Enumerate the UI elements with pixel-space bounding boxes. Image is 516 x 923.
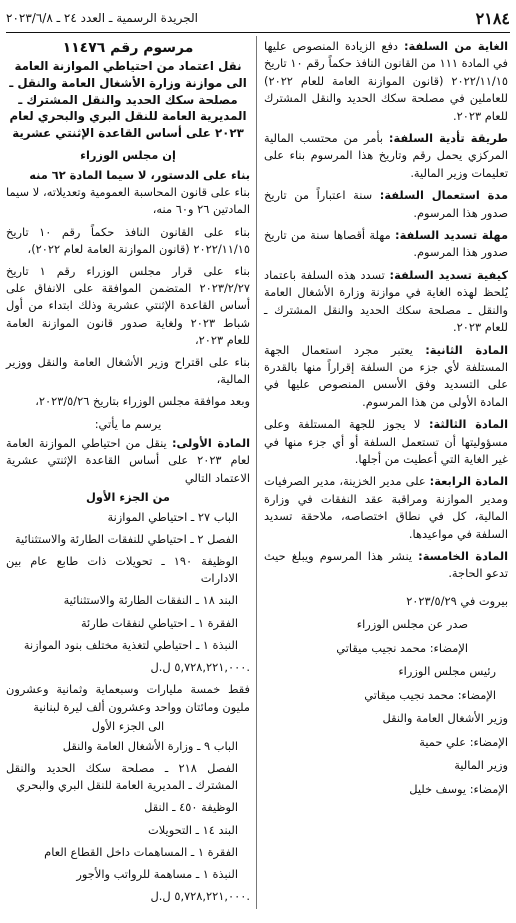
right-column <box>264 38 508 803</box>
article-3-label: المادة الثالثة: <box>428 417 508 432</box>
budget-line: البند ١٤ ـ التحويلات <box>148 822 238 837</box>
amount-1: ٥,٧٢٨,٢٢١,٠٠٠ ل.ل. <box>150 660 250 675</box>
page-number: ٢١٨٤ <box>475 8 510 28</box>
signature-line: صدر عن مجلس الوزراء <box>356 617 468 632</box>
issuer: إن مجلس الوزراء <box>80 148 176 163</box>
place-date: بيروت في ٢٠٢٣/٥/٢٩ <box>406 593 508 608</box>
article-3-text: لا يجوز للجهة المستلفة وعلى مسؤوليتها أن تستعمل السلفة أو أي جزء منها في غير الغاية التي أعطيت من أجلها. <box>264 417 508 466</box>
budget-line: الفصل ٢١٨ ـ مصلحة سكك الحديد والنقل المشترك ـ المديرية العامة للنقل البري والبحري <box>6 760 238 793</box>
header-rule <box>6 32 510 33</box>
usage-period-label: مدة استعمال السلفة: <box>379 188 509 203</box>
budget-line: الفصل ٢ ـ احتياطي للنفقات الطارئة والاستثنائية <box>14 531 238 546</box>
article-3 <box>264 416 508 468</box>
budget-line: النبذة ١ ـ مساهمة للرواتب والأجور <box>76 866 238 881</box>
recital: وبعد موافقة مجلس الوزراء بتاريخ ٢٠٢٣/٥/٢٦، <box>35 394 250 409</box>
method-label: طريقة تأدية السلفة: <box>388 131 509 146</box>
article-4-label: المادة الرابعة: <box>429 474 508 489</box>
article-5 <box>264 548 508 583</box>
usage-period-text: سنة اعتباراً من تاريخ صدور هذا المرسوم. <box>264 188 508 220</box>
amount-words: فقط خمسة مليارات وسبعماية وثمانية وعشرون مليون ومائتان وواحد وعشرون ألف ليرة لبنانية <box>6 682 250 714</box>
recital: بناء على القانون النافذ حكماً رقم ١٠ تاريخ ٢٠٢٢/١١/١٥ (قانون الموازنة العامة لعام ٢٠٢٢)، <box>6 224 250 256</box>
recitals-list <box>6 184 250 410</box>
column-divider <box>256 36 257 909</box>
goal-text: دفع الزيادة المنصوص عليها في المادة ١١١ من القانون النافذ حكماً رقم ١٠ تاريخ ٢٠٢٢/١١/١٥ (قانون الموازنة العامة للعام ٢٠٢٢) للعاملين في مصلحة سكك الحديد والنقل المشترك للعام ٢٠٢٣. <box>264 39 508 123</box>
method-paragraph <box>264 130 508 182</box>
repay-method-paragraph <box>264 267 508 337</box>
signature-line: الإمضاء: يوسف خليل <box>409 781 508 796</box>
amount-2: ٥,٧٢٨,٢٢١,٠٠٠ ل.ل. <box>150 889 250 904</box>
decree-title: مرسوم رقم ١١٤٧٦ <box>62 40 194 56</box>
decree-subject: نقل اعتماد من احتياطي الموازنة العامة الى موازنة وزارة الأشغال العامة والنقل ـ مصلحة سكك الحديد والنقل المشترك ـ المديرية العامة للنقل البري والبحري لعام ٢٠٢٣ على أساس القاعدة الإثنتي عشرية <box>9 59 247 140</box>
signatures-block <box>264 615 508 798</box>
article-1 <box>6 435 250 487</box>
running-title: الجريدة الرسمية ـ العدد ٢٤ ـ ٢٠٢٣/٦/٨ <box>6 11 198 25</box>
decrees-line: يرسم ما يأتي: <box>94 416 162 431</box>
article-2 <box>264 342 508 412</box>
repay-period-text: مهلة أقصاها سنة من تاريخ صدور هذا المرسوم. <box>264 228 508 260</box>
article-5-label: المادة الخامسة: <box>418 548 509 563</box>
budget-line: الباب ٢٧ ـ احتياطي الموازنة <box>107 509 238 524</box>
to-heading: الى الجزء الأول <box>91 719 165 734</box>
repay-method-label: كيفية تسديد السلفة: <box>389 267 508 282</box>
repay-method-text: تسدد هذه السلفة باعتماد يُلحظ لهذه الغاية في موازنة وزارة الأشغال العامة والنقل ـ مصلحة سكك الحديد والنقل المشترك ـ للعام ٢٠٢٣. <box>264 267 508 335</box>
article-2-label: المادة الثانية: <box>425 342 508 357</box>
budget-line: الوظيفة ١٩٠ ـ تحويلات ذات طابع عام بين الادارات <box>6 554 238 586</box>
signature-line: الإمضاء: محمد نجيب ميقاتي <box>336 640 468 655</box>
from-lines <box>6 509 250 654</box>
budget-line: النبذة ١ ـ احتياطي لتغذية مختلف بنود الموازنة <box>23 637 238 652</box>
usage-period-paragraph <box>264 187 508 222</box>
article-1-label: المادة الأولى: <box>171 436 251 451</box>
signature-line: الإمضاء: علي حمية <box>419 734 508 749</box>
recital: بناء على قرار مجلس الوزراء رقم ١ تاريخ ٢٠٢٣/٢/٢٧ المتضمن الموافقة على الانفاق على أساس القاعدة الإثنتي عشرية وذلك ابتداء من أول شباط ٢٠٢٣ ولغاية صدور قانون الموازنة العامة للعام ٢٠٢٣، <box>6 264 250 347</box>
budget-line: الوظيفة ٤٥٠ ـ النقل <box>144 800 238 815</box>
recital: بناء على قانون المحاسبة العمومية وتعديلاته، لا سيما المادتين ٢٦ و٦٠ منه، <box>6 185 250 217</box>
article-5-text: ينشر هذا المرسوم ويبلغ حيث تدعو الحاجة. <box>264 548 508 581</box>
article-2-text: يعتبر مجرد استعمال الجهة المستلفة لأي جزء من السلفة إقراراً منها بالقدرة على التسديد وفق الأسس المنصوص عليها في المادة الأولى من هذا المرسوم. <box>264 342 508 409</box>
left-column <box>6 38 250 911</box>
goal-label: الغاية من السلفة: <box>403 39 508 53</box>
signature-line: وزير المالية <box>454 758 508 773</box>
method-text: بأمر من محتسب المالية المركزي يحمل رقم وتاريخ هذا المرسوم بناء على تعليمات وزير المالية. <box>264 131 508 180</box>
budget-line: الباب ٩ ـ وزارة الأشغال العامة والنقل <box>62 738 238 753</box>
signature-line: وزير الأشغال العامة والنقل <box>382 711 508 726</box>
recital: بناء على اقتراح وزير الأشغال العامة والنقل ووزير المالية، <box>6 355 250 387</box>
from-heading: من الجزء الأول <box>86 490 170 505</box>
to-lines <box>6 738 250 883</box>
article-4 <box>264 473 508 543</box>
repay-period-label: مهلة تسديد السلفة: <box>395 228 508 243</box>
article-1-text: ينقل من احتياطي الموازنة العامة لعام ٢٠٢٣ على أساس القاعدة الإثنتي عشرية الاعتماد التالي <box>6 436 250 485</box>
constitution-recital: بناء على الدستور، لا سيما المادة ٦٢ منه <box>29 167 250 182</box>
signature-line: الإمضاء: محمد نجيب ميقاتي <box>364 687 496 702</box>
budget-line: الفقرة ١ ـ المساهمات داخل القطاع العام <box>44 844 238 859</box>
article-4-text: على مدير الخزينة، مدير الصرفيات ومدير الموازنة ومراقبة عقد النفقات في وزارة المالية، كل في نطاق اختصاصه، ملاحقة تسديد السلفة في مواعيدها. <box>264 474 508 541</box>
repay-period-paragraph <box>264 227 508 262</box>
budget-line: البند ١٨ ـ النفقات الطارئة والاستثنائية <box>63 593 238 608</box>
goal-paragraph <box>264 38 508 125</box>
budget-line: الفقرة ١ ـ احتياطي لنفقات طارئة <box>80 615 238 630</box>
page-header <box>6 6 510 30</box>
signature-line: رئيس مجلس الوزراء <box>398 664 496 679</box>
